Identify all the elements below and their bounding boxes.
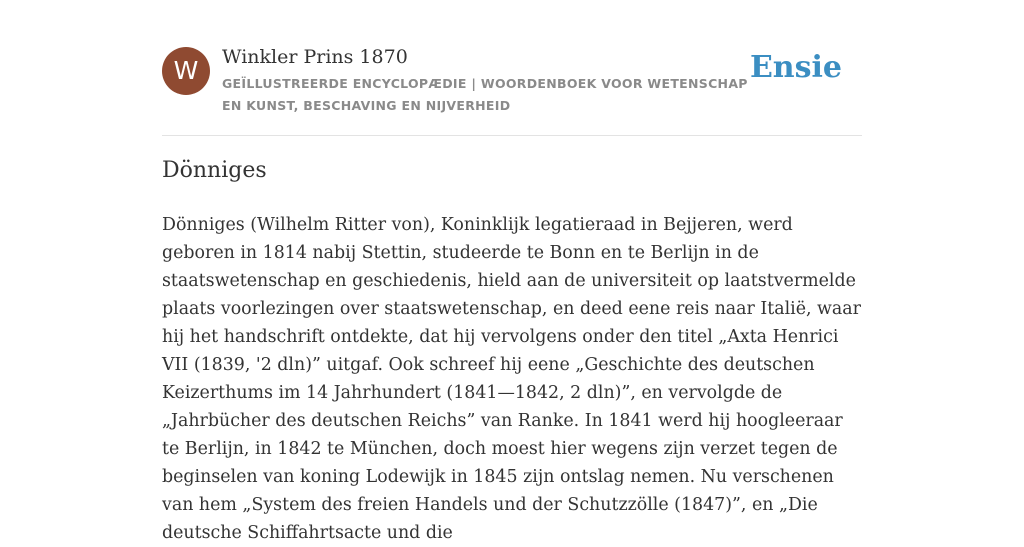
entry-header: [162, 44, 862, 124]
entry-title: Dönniges: [162, 158, 267, 183]
source-subtitle: GEÏLLUSTREERDE ENCYCLOPÆDIE | WOORDENBOEK VOOR WETENSCHAP EN KUNST, BESCHAVING EN NIJVERHEID: [222, 76, 748, 113]
ensie-logo[interactable]: Ensie: [749, 50, 842, 85]
source-avatar[interactable]: W: [162, 47, 210, 95]
entry-body: Dönniges (Wilhelm Ritter von), Koninklijk legatieraad in Bejjeren, werd geboren in 1814 nabij Stettin, studeerde te Bonn en te Berlijn in de staatswetenschap en geschiedenis, hield aan de universiteit op laatstvermelde plaats voorlezingen over staatswetenschap, en deed eene reis naar Italië, waar hij het handschrift ontdekte, dat hij vervolgens onder den titel „Axta Henrici VII (1839, '2 dln)” uitgaf. Ook schreef hij eene „Geschichte des deutschen Keizerthums im 14 Jahrhundert (1841—1842, 2 dln)”, en vervolgde de „Jahrbücher des deutschen Reichs” van Ranke. In 1841 werd hij hoogleeraar te Berlijn, in 1842 te München, doch moest hier wegens zijn verzet tegen de beginselen van koning Lodewijk in 1845 zijn ontslag nemen. Nu verschenen van hem „System des freien Handels und der Schutzzölle (1847)”, en „Die deutsche Schiffahrtsacte und die: [162, 215, 861, 543]
source-title[interactable]: Winkler Prins 1870: [222, 46, 408, 68]
header-divider: [162, 135, 862, 136]
